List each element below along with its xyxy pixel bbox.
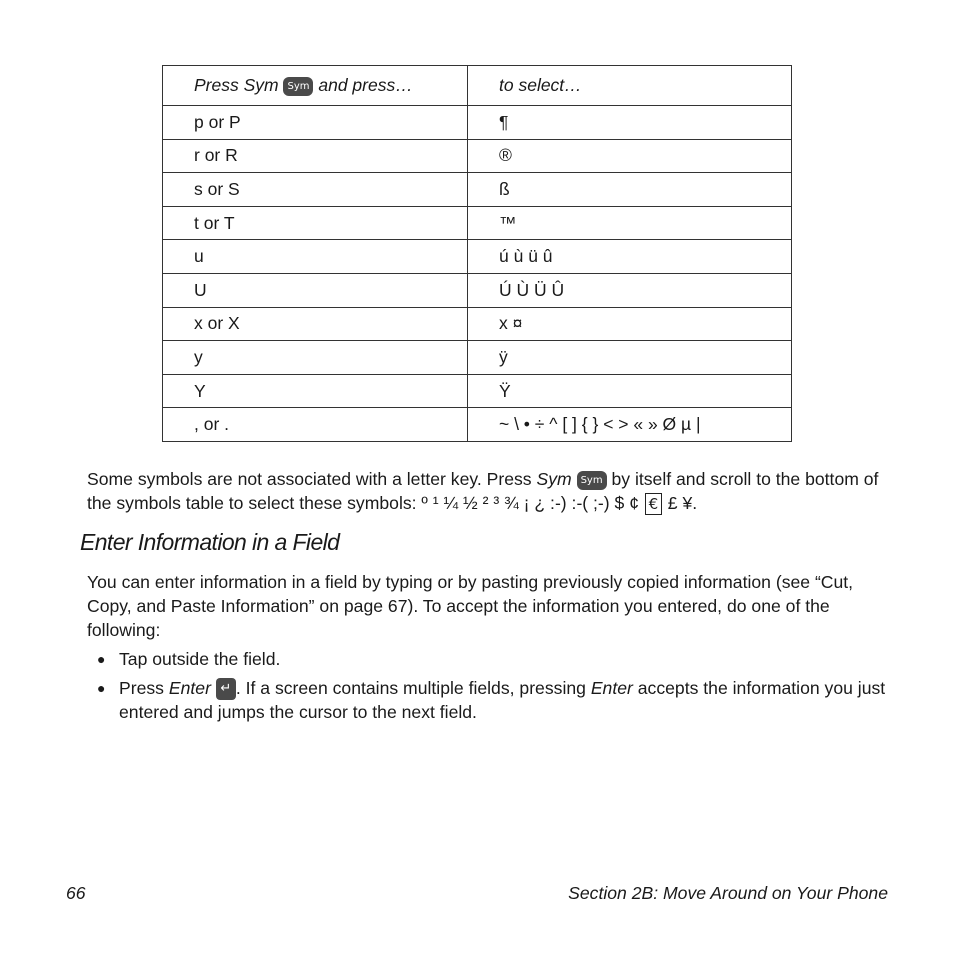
bullet-text: Tap outside the field.	[119, 649, 281, 669]
list-item	[87, 676, 887, 724]
note-text-1: Some symbols are not associated with a letter key. Press	[87, 469, 532, 489]
note-sym-word: Sym	[536, 469, 572, 489]
enter-word: Enter	[590, 678, 633, 698]
header-and-press-text: and press…	[318, 75, 413, 95]
row-symbols: ÿ	[468, 341, 792, 375]
bullet-icon: ●	[97, 651, 106, 667]
euro-icon: €	[645, 493, 662, 515]
section-heading: Enter Information in a Field	[80, 529, 340, 555]
row-symbols: Ú Ù Ü Û	[468, 273, 792, 307]
page-number: 66	[66, 883, 86, 903]
table-row	[163, 206, 792, 240]
bullet-text-post: accepts the information you just entered and jumps the cursor to the next field.	[119, 678, 886, 723]
bullet-icon: ●	[97, 680, 106, 696]
header-press-sym-text: Press Sym	[194, 75, 279, 95]
symbols-note	[87, 467, 887, 515]
row-key: Y	[163, 374, 468, 408]
row-symbols: ~ \ • ÷ ^ [ ] { } < > « » Ø µ |	[468, 408, 792, 442]
row-symbols: Ÿ	[468, 374, 792, 408]
row-symbols: ß	[468, 173, 792, 207]
row-key: r or R	[163, 139, 468, 173]
sym-key-icon: Sym	[283, 77, 313, 96]
row-symbols: ®	[468, 139, 792, 173]
table-row	[163, 240, 792, 274]
table-row	[163, 408, 792, 442]
row-symbols: ™	[468, 206, 792, 240]
footer-section-title: Section 2B: Move Around on Your Phone	[568, 883, 888, 903]
row-symbols: x ¤	[468, 307, 792, 341]
section-intro: You can enter information in a field by typing or by pasting previously copied information (see “Cut, Copy, and Paste Information” on page 67). To accept the information you entered, do one of the following:	[87, 572, 854, 640]
row-key: x or X	[163, 307, 468, 341]
table-row	[163, 139, 792, 173]
enter-key-icon: ↵	[216, 678, 236, 700]
table-row	[163, 341, 792, 375]
row-key: U	[163, 273, 468, 307]
row-key: u	[163, 240, 468, 274]
symbols-table	[162, 65, 792, 442]
row-key: t or T	[163, 206, 468, 240]
bullet-text-mid: . If a screen contains multiple fields, pressing	[235, 678, 586, 698]
row-key: y	[163, 341, 468, 375]
bullet-text-pre: Press	[119, 678, 164, 698]
row-symbols: ú ù ü û	[468, 240, 792, 274]
note-text-2: by itself and scroll to the bottom of the symbols table to select these symbols: º ¹ ¼ ½ ² ³ ¾ ¡ ¿ :-) :-( ;-) $ ¢	[87, 469, 879, 513]
row-key: , or .	[163, 408, 468, 442]
enter-word: Enter	[168, 678, 211, 698]
list-item	[87, 647, 887, 671]
bullet-list	[87, 647, 887, 729]
row-key: s or S	[163, 173, 468, 207]
table-row	[163, 273, 792, 307]
table-row	[163, 106, 792, 140]
table-row	[163, 374, 792, 408]
table-row	[163, 307, 792, 341]
sym-key-icon: Sym	[577, 471, 607, 490]
table-row	[163, 173, 792, 207]
note-text-3: £ ¥.	[667, 493, 698, 513]
header-to-select: to select…	[468, 66, 792, 106]
table-header-row	[163, 66, 792, 106]
header-press-key	[163, 66, 468, 106]
row-symbols: ¶	[468, 106, 792, 140]
row-key: p or P	[163, 106, 468, 140]
